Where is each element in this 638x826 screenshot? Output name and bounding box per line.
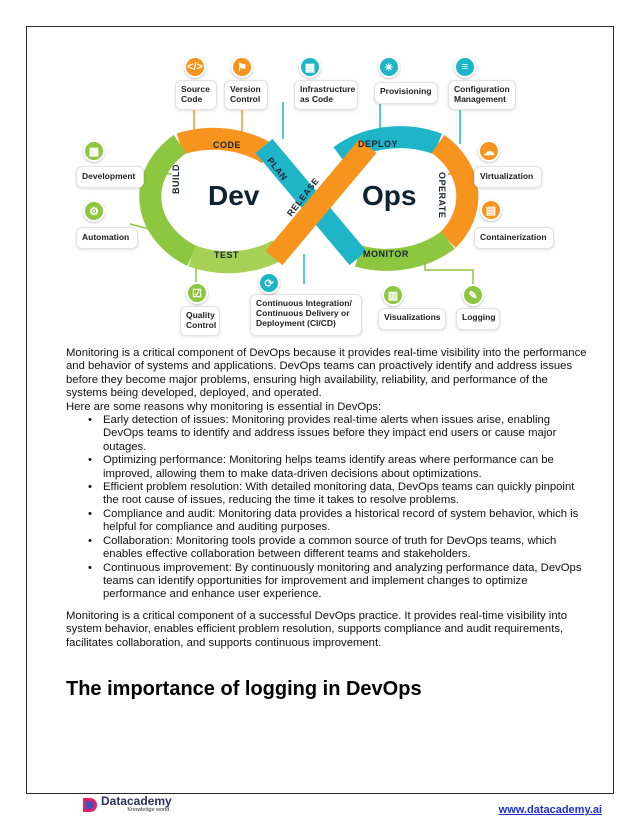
- stage-operate-label: OPERATE: [437, 172, 447, 219]
- ops-word: Ops: [362, 180, 417, 211]
- list-item: [66, 414, 592, 454]
- network-nodes-icon: ✴: [378, 56, 400, 78]
- card-visualizations-label: Visualizations: [384, 312, 441, 322]
- card-automation: [76, 227, 138, 249]
- card-logging: [456, 308, 500, 330]
- card-configuration-management: [448, 80, 516, 110]
- card-visualizations: [378, 308, 446, 330]
- card-containerization-label: Containerization: [480, 232, 547, 243]
- bullet-icon: •: [88, 414, 92, 427]
- bullet-icon: •: [88, 507, 92, 520]
- card-infrastructure-as-code-label: Infrastructure as Code: [300, 84, 356, 104]
- stage-deploy-label: DEPLOY: [358, 139, 399, 149]
- card-automation-label: Automation: [82, 232, 130, 243]
- gear-icon: ⚙: [83, 200, 105, 222]
- card-development-label: Development: [82, 171, 136, 182]
- card-development: [76, 166, 144, 188]
- cloud-icon: ☁: [478, 140, 500, 162]
- stage-test-label: TEST: [214, 250, 240, 260]
- bullet-text: Optimizing performance: Monitoring helps teams identify areas where performance can be improved, allowing them to make data-driven decisions about optimizations.: [103, 454, 554, 480]
- checklist-icon: ☑: [186, 282, 208, 304]
- card-configuration-management-label: Configuration Management: [454, 84, 510, 104]
- card-ci-cd: [250, 294, 362, 336]
- card-source-code-label: Source Code: [181, 84, 210, 104]
- card-version-control: [224, 80, 268, 110]
- card-containerization: [474, 227, 554, 249]
- stage-release-label: RELEASE: [284, 175, 322, 219]
- build-arc: [150, 144, 192, 256]
- brand-name: Datacademy: [101, 794, 172, 808]
- log-file-icon: ✎: [462, 284, 484, 306]
- list-item: [66, 535, 592, 562]
- section-heading: The importance of logging in DevOps: [66, 678, 422, 700]
- website-link[interactable]: www.datacademy.ai: [498, 804, 602, 816]
- dev-word: Dev: [208, 180, 260, 211]
- reasons-lead: Here are some reasons why monitoring is essential in DevOps:: [66, 400, 382, 413]
- card-ci-cd-label: Continuous Integration/ Continuous Delivery or Deployment (CI/CD): [256, 298, 352, 328]
- datacademy-logo-icon: [80, 796, 98, 814]
- bullet-icon: •: [88, 481, 92, 494]
- bullet-text: Continuous improvement: By continuously monitoring and analyzing performance data, DevOps teams can identify opportunities for improvement and implement changes to optimize performance and enhance user experience.: [103, 561, 582, 601]
- intro-paragraph: Monitoring is a critical component of DevOps because it provides real-time visibility into the performance and behavior of systems and applications. DevOps teams can proactively identify and address issues before they become major problems, ensuring high availability, reliability, and performance of the systems being developed, deployed, and operated.: [66, 347, 587, 400]
- bullet-text: Efficient problem resolution: With detailed monitoring data, DevOps teams can quickly pinpoint the root cause of issues, reducing the time it takes to resolve problems.: [103, 481, 575, 507]
- card-version-control-label: Version Control: [230, 84, 261, 104]
- stage-build-label: BUILD: [171, 164, 181, 194]
- stage-monitor-label: MONITOR: [363, 249, 409, 259]
- footer-logo: [80, 795, 172, 814]
- git-branch-icon: ⚑: [231, 56, 253, 78]
- card-quality-control: [180, 306, 220, 336]
- bullet-icon: •: [88, 454, 92, 467]
- list-item: [66, 481, 592, 508]
- body-text: [66, 347, 592, 650]
- bullet-text: Collaboration: Monitoring tools provide a common source of truth for DevOps teams, which enables effective collaboration between different teams and stakeholders.: [103, 534, 557, 561]
- devops-infinity-diagram: [68, 44, 568, 344]
- stage-code-label: CODE: [213, 140, 242, 150]
- bullet-text: Early detection of issues: Monitoring provides real-time alerts when issues arise, enabling DevOps teams to identify and address issues before they impact end users or cause major outages.: [103, 414, 557, 453]
- card-logging-label: Logging: [462, 312, 496, 322]
- list-item: [66, 508, 592, 535]
- sliders-icon: ≡: [454, 56, 476, 78]
- sync-cycle-icon: ⟳: [258, 272, 280, 294]
- monitor-code-icon: ▩: [83, 140, 105, 162]
- card-virtualization-label: Virtualization: [480, 171, 534, 182]
- bar-chart-icon: ▥: [382, 284, 404, 306]
- card-virtualization: [474, 166, 542, 188]
- code-brackets-icon: </>: [184, 56, 206, 78]
- stage-plan-label: PLAN: [265, 155, 290, 183]
- bullet-icon: •: [88, 534, 92, 547]
- list-item: [66, 454, 592, 481]
- reasons-list: [66, 414, 592, 602]
- bullet-text: Compliance and audit: Monitoring data provides a historical record of system behavior, which is helpful for compliance and auditing purposes.: [103, 507, 579, 534]
- bullet-icon: •: [88, 561, 92, 574]
- card-provisioning-label: Provisioning: [380, 86, 432, 96]
- container-icon: ▤: [480, 199, 502, 221]
- card-infrastructure-as-code: [294, 80, 358, 110]
- card-source-code: [175, 80, 217, 110]
- card-provisioning: [374, 82, 438, 104]
- brand-tagline: Knowledge world: [127, 807, 170, 813]
- list-item: [66, 562, 592, 602]
- server-blocks-icon: ▦: [299, 56, 321, 78]
- conclusion-paragraph: Monitoring is a critical component of a successful DevOps practice. It provides real-time visibility into system behavior, enables efficient problem resolution, supports compliance and audit requirements, facilitates collaboration, and supports continuous improvement.: [66, 609, 568, 649]
- card-quality-control-label: Quality Control: [186, 310, 217, 330]
